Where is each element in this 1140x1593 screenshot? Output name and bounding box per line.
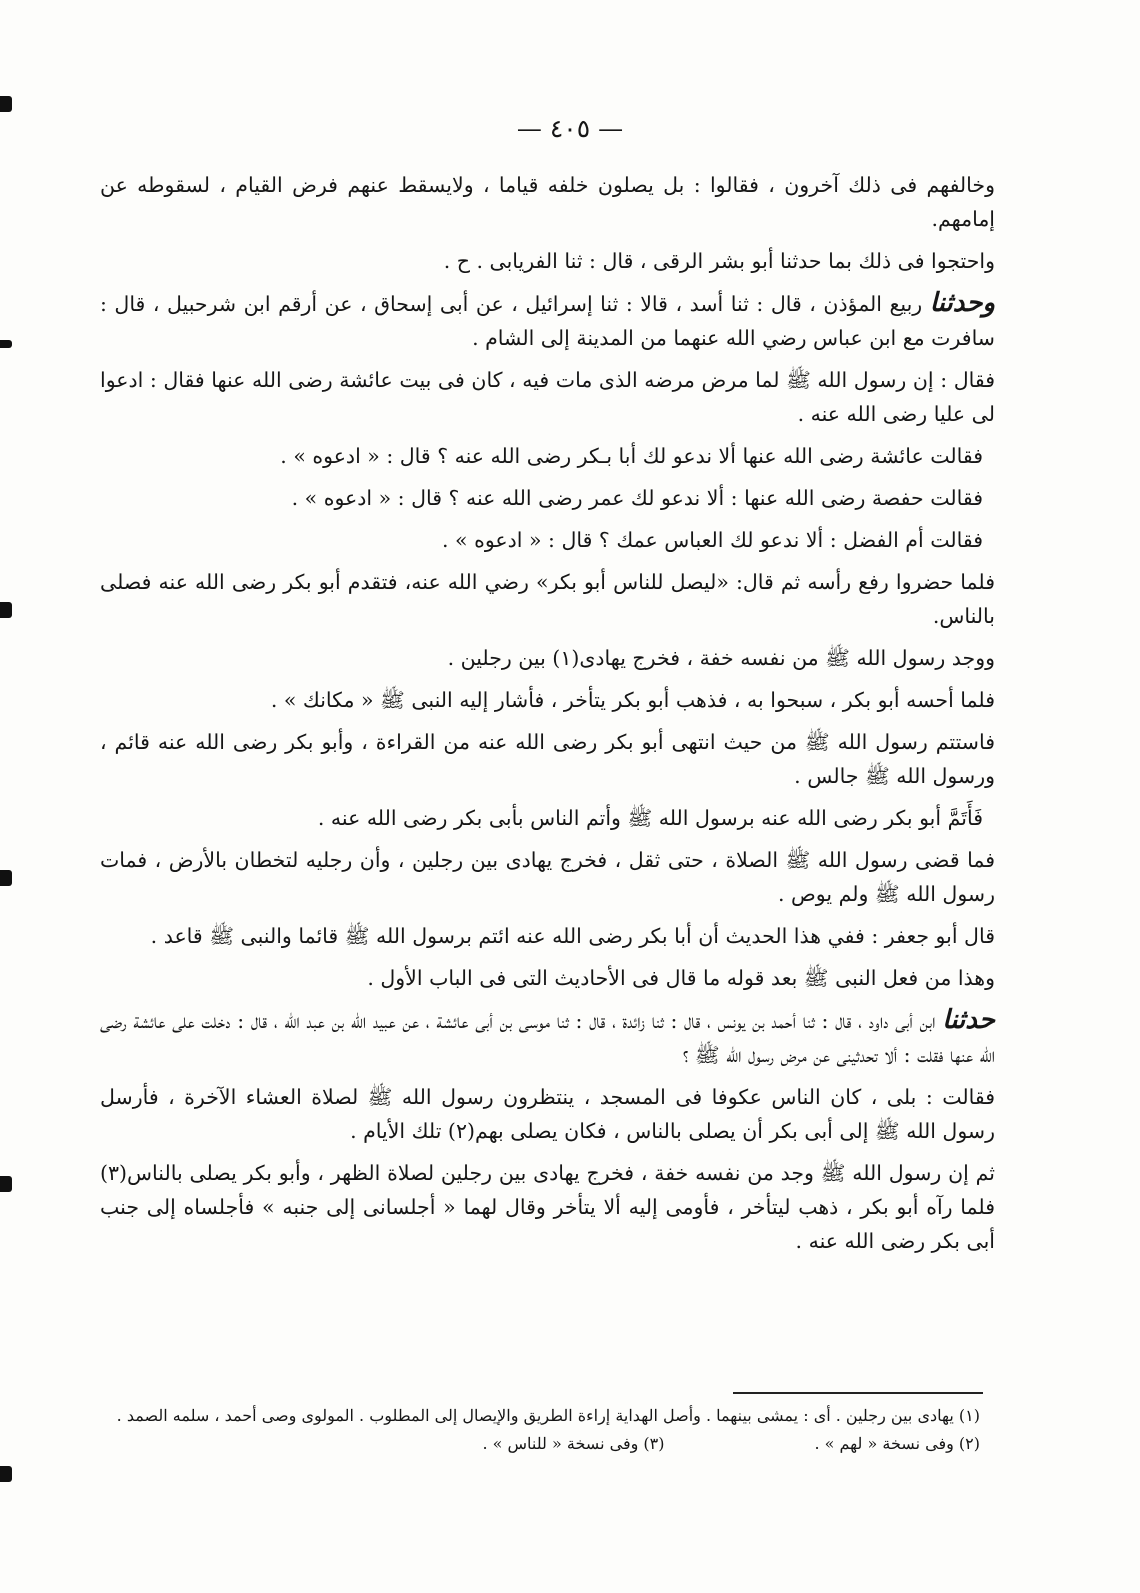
footnote-row [100, 1430, 980, 1458]
paragraph: فما قضى رسول الله ﷺ الصلاة ، حتى ثقل ، فخرج يهادى بين رجلين ، وأن رجليه لتخطان بالأرض ، فمات رسول الله ﷺ ولم يوص . [100, 848, 995, 906]
paragraph: فاستتم رسول الله ﷺ من حيث انتهى أبو بكر رضى الله عنه من القراءة ، وأبو بكر رضى الله عنه قائم ، ورسول الله ﷺ جالس . [100, 730, 995, 788]
footnote-divider [733, 1392, 983, 1394]
footnote-2: (٢) وفى نسخة « لهم » . [814, 1434, 980, 1453]
paragraph: فقالت حفصة رضى الله عنها : ألا ندعو لك عمر رضى الله عنه ؟ قال : « ادعوه » . [291, 486, 983, 510]
paragraph: ووجد رسول الله ﷺ من نفسه خفة ، فخرج يهادى(١) بين رجلين . [447, 646, 995, 670]
paragraph: فقالت عائشة رضى الله عنها ألا ندعو لك أبا بـكر رضى الله عنه ؟ قال : « ادعوه » . [280, 444, 983, 468]
scan-edge-mark [0, 340, 12, 348]
paragraph: فقالت أم الفضل : ألا ندعو لك العباس عمك ؟ قال : « ادعوه » . [441, 528, 983, 552]
scan-edge-mark [0, 1466, 12, 1482]
main-text [100, 168, 995, 1266]
hadith-keyword: حدثنا [942, 1005, 995, 1035]
footnote-3: (٣) وفى نسخة « للناس » . [482, 1434, 665, 1453]
paragraph: وخالفهم فى ذلك آخرون ، فقالوا : بل يصلون خلفه قياما ، ولايسقط عنهم فرض القيام ، لسقوطه عن إمامهم. [100, 173, 995, 231]
scan-edge-mark [0, 1176, 12, 1192]
paragraph: حدثنا ابن أبى داود ، قال : ثنا أحمد بن يونس ، قال : ثنا زائدة ، قال : ثنا موسى بن أبى عائشة ، عن عبيد الله بن عبد الله ، قال : دخلت على عائشة رضى الله عنها فقلت : ألا تحدثينى عن مرض رسول الله ﷺ ؟ [100, 1005, 995, 1067]
paragraph: وحدثنا ربيع المؤذن ، قال : ثنا أسد ، قالا : ثنا إسرائيل ، عن أبى إسحاق ، عن أرقم ابن شرحبيل ، قال : سافرت مع ابن عباس رضي الله عنهما من المدينة إلى الشام . [100, 288, 995, 350]
paragraph: قال أبو جعفر : ففي هذا الحديث أن أبا بكر رضى الله عنه ائتم برسول الله ﷺ قائما والنبى ﷺ قاعد . [150, 924, 995, 948]
paragraph: ثم إن رسول الله ﷺ وجد من نفسه خفة ، فخرج يهادى بين رجلين لصلاة الظهر ، وأبو بكر يصلى بالناس(٣) فلما رآه أبو بكر ، ذهب ليتأخر ، فأومى إليه ألا يتأخر وقال لهما « أجلسانى إلى جنبه » فأجلساه إلى جنب أبى بكر رضى الله عنه . [100, 1161, 995, 1253]
scan-edge-mark [0, 602, 12, 618]
paragraph: وهذا من فعل النبى ﷺ بعد قوله ما قال فى الأحاديث التى فى الباب الأول . [367, 966, 995, 990]
paragraph: فقالت : بلى ، كان الناس عكوفا فى المسجد ، ينتظرون رسول الله ﷺ لصلاة العشاء الآخرة ، فأرسل رسول الله ﷺ إلى أبى بكر أن يصلى بالناس ، فكان يصلى بهم(٢) تلك الأيام . [100, 1085, 995, 1143]
paragraph: فلما أحسه أبو بكر ، سبحوا به ، فذهب أبو بكر يتأخر ، فأشار إليه النبى ﷺ « مكانك » . [270, 688, 995, 712]
paragraph: فلما حضروا رفع رأسه ثم قال: «ليصل للناس أبو بكر» رضي الله عنه، فتقدم أبو بكر رضى الله عنه فصلى بالناس. [100, 570, 995, 628]
paragraph: فقال : إن رسول الله ﷺ لما مرض مرضه الذى مات فيه ، كان فى بيت عائشة رضى الله عنها فقال : ادعوا لى عليا رضى الله عنه . [100, 368, 995, 426]
scan-edge-mark [0, 96, 12, 112]
paragraph: واحتجوا فى ذلك بما حدثنا أبو بشر الرقى ، قال : ثنا الفريابى . ح . [443, 249, 995, 273]
hadith-keyword: وحدثنا [929, 288, 995, 318]
footnotes [100, 1402, 980, 1458]
page-number: — ٤٠٥ — [516, 114, 624, 143]
scan-edge-mark [0, 870, 12, 886]
footnote-1: (١) يهادى بين رجلين . أى : يمشى بينهما . وأصل الهداية إراءة الطريق والإيصال إلى المطلوب . المولوى وصى أحمد ، سلمه الصمد . [116, 1406, 980, 1425]
paragraph: فَأَتَمَّ أبو بكر رضى الله عنه برسول الله ﷺ وأتم الناس بأبى بكر رضى الله عنه . [317, 806, 983, 830]
